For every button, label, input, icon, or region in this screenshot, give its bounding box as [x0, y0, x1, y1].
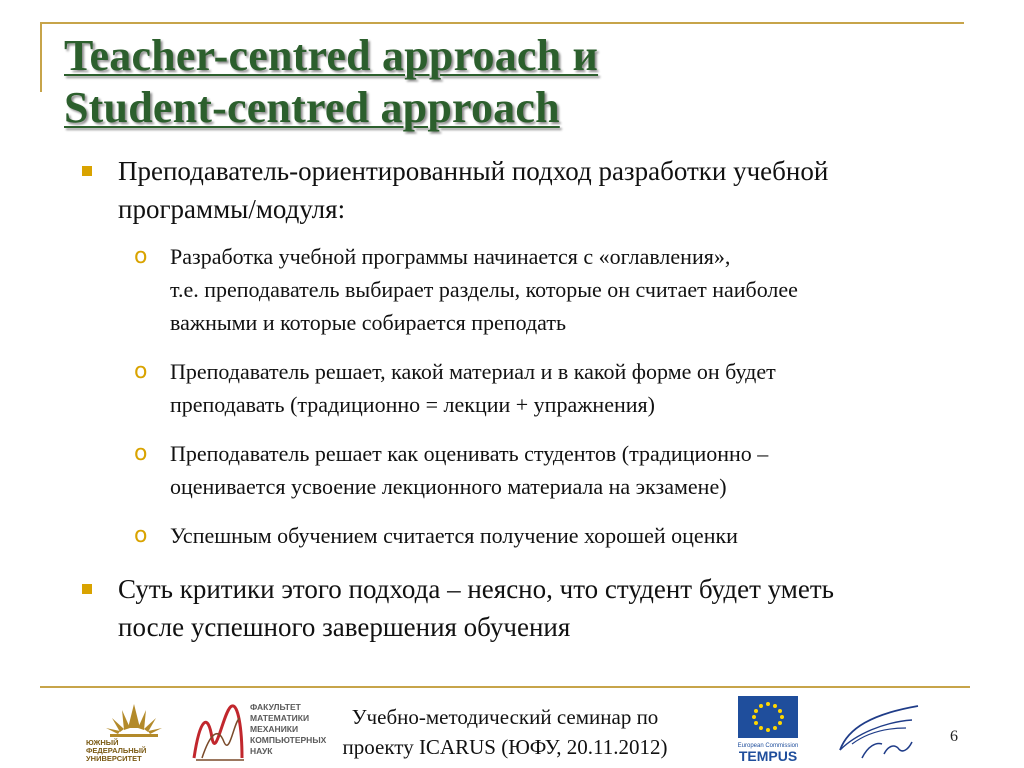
bullet-text-line: Суть критики этого подхода – неясно, что студент будет уметь — [118, 574, 834, 604]
bullet-text-line: после успешного завершения обучения — [118, 612, 571, 642]
tempus-eu-logo — [734, 694, 802, 764]
bullet-text-line: Преподаватель-ориентированный подход разработки учебной — [118, 156, 829, 186]
bullet-criticism — [80, 570, 1000, 646]
frame-left-rule — [40, 22, 42, 92]
southern-federal-university-logo — [84, 698, 184, 762]
subbullet-table-of-contents — [80, 240, 1000, 339]
footer-line-1: Учебно-методический семинар по — [351, 705, 659, 729]
subbullet-text-line: важными и которые собирается преподать — [170, 310, 566, 335]
subbullet-text-line: Успешным обучением считается получение хорошей оценки — [170, 523, 738, 548]
faculty-logo-line-4: КОМПЬЮТЕРНЫХ — [250, 735, 327, 745]
faculty-logo-line-5: НАУК — [250, 746, 273, 756]
faculty-logo-line-1: ФАКУЛЬТЕТ — [250, 702, 301, 712]
frame-top-rule — [40, 22, 964, 24]
bullet-teacher-centred — [80, 152, 1000, 228]
circle-bullet-icon: o — [134, 441, 148, 466]
subbullet-text-line: оценивается усвоение лекционного материала на экзамене) — [170, 474, 727, 499]
subbullet-good-grade — [80, 519, 1000, 552]
subbullet-text-line: Преподаватель решает, какой материал и в какой форме он будет — [170, 359, 776, 384]
footer-rule — [40, 686, 970, 688]
bullet-text-line: программы/модуля: — [118, 194, 346, 224]
circle-bullet-icon: o — [134, 244, 148, 269]
sfu-logo-line-1: ЮЖНЫЙ — [86, 738, 119, 747]
subbullet-text-line: преподавать (традиционно = лекции + упражнения) — [170, 392, 655, 417]
subbullet-text-line: Преподаватель решает как оценивать студентов (традиционно – — [170, 441, 769, 466]
tempus-label: TEMPUS — [738, 748, 798, 764]
sfu-logo-line-2: ФЕДЕРАЛЬНЫЙ — [86, 746, 147, 755]
square-bullet-icon — [82, 166, 92, 176]
slide-number: 6 — [950, 728, 958, 745]
subbullet-text-line: Разработка учебной программы начинается с «оглавления», — [170, 244, 731, 269]
slide-title — [64, 30, 598, 134]
circle-bullet-icon: o — [134, 359, 148, 384]
faculty-logo-line-2: МАТЕМАТИКИ — [250, 713, 310, 723]
icarus-logo — [832, 698, 922, 760]
faculty-logo-line-3: МЕХАНИКИ — [250, 724, 299, 734]
slide-content — [80, 152, 1000, 646]
faculty-mmcs-logo — [190, 698, 330, 762]
footer-seminar-text — [330, 702, 680, 762]
title-line-1: Teacher-centred approach и — [64, 31, 599, 80]
sfu-logo-line-3: УНИВЕРСИТЕТ — [86, 754, 142, 762]
square-bullet-icon — [82, 584, 92, 594]
circle-bullet-icon: o — [134, 523, 148, 548]
footer-line-2: проекту ICARUS (ЮФУ, 20.11.2012) — [342, 735, 668, 759]
subbullet-text-line: т.е. преподаватель выбирает разделы, которые он считает наиболее — [170, 277, 798, 302]
title-line-2: Student-centred approach — [64, 83, 560, 132]
eu-commission-label: European Commission — [737, 743, 799, 749]
subbullet-assessment — [80, 437, 1000, 503]
subbullet-material-form — [80, 355, 1000, 421]
